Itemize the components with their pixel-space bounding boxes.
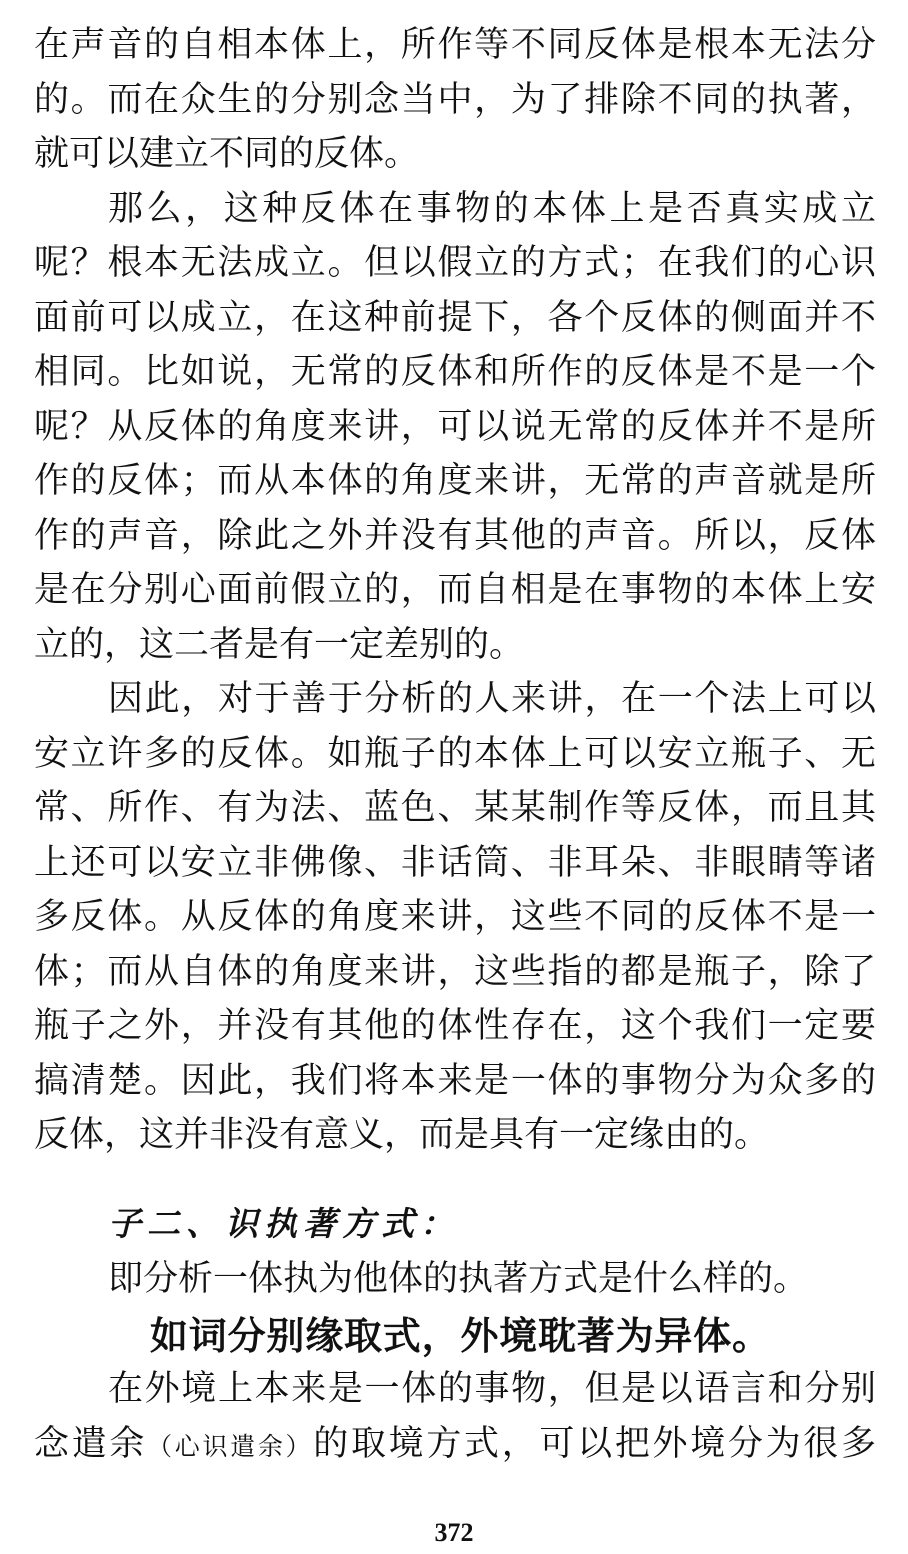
body-line: 的。而在众生的分别念当中，为了排除不同的执著， bbox=[34, 80, 876, 120]
body-line: 在声音的自相本体上，所作等不同反体是根本无法分 bbox=[34, 25, 876, 65]
body-line: 常、所作、有为法、蓝色、某某制作等反体，而且其 bbox=[34, 788, 876, 828]
body-line: 作的声音，除此之外并没有其他的声音。所以，反体 bbox=[34, 516, 876, 556]
body-line: 反体，这并非没有意义，而是具有一定缘由的。 bbox=[34, 1115, 770, 1155]
body-line: 多反体。从反体的角度来讲，这些不同的反体不是一 bbox=[34, 897, 876, 937]
body-line: 作的反体；而从本体的角度来讲，无常的声音就是所 bbox=[34, 461, 876, 501]
body-line: 是在分别心面前假立的，而自相是在事物的本体上安 bbox=[34, 570, 876, 610]
body-text: 的取境方式，可以把外境分为很多 bbox=[313, 1424, 876, 1464]
paragraph-start-line: 在外境上本来是一体的事物，但是以语言和分别 bbox=[108, 1369, 876, 1409]
body-line: 呢？根本无法成立。但以假立的方式；在我们的心识 bbox=[34, 243, 876, 283]
paragraph-start-line: 因此，对于善于分析的人来讲，在一个法上可以 bbox=[108, 679, 876, 719]
body-line: 搞清楚。因此，我们将本来是一体的事物分为众多的 bbox=[34, 1061, 876, 1101]
body-line: 立的，这二者是有一定差别的。 bbox=[34, 625, 525, 665]
body-line: 安立许多的反体。如瓶子的本体上可以安立瓶子、无 bbox=[34, 734, 876, 774]
body-line: 瓶子之外，并没有其他的体性存在，这个我们一定要 bbox=[34, 1006, 876, 1046]
body-line: 面前可以成立，在这种前提下，各个反体的侧面并不 bbox=[34, 298, 876, 338]
subheading-intro: 即分析一体执为他体的执著方式是什么样的。 bbox=[108, 1259, 809, 1299]
parenthetical-note: （心识遣余） bbox=[147, 1432, 314, 1461]
section-subheading: 子二、识执著方式： bbox=[108, 1204, 459, 1243]
body-line: 相同。比如说，无常的反体和所作的反体是不是一个 bbox=[34, 352, 876, 392]
body-line: 上还可以安立非佛像、非话筒、非耳朵、非眼睛等诸 bbox=[34, 843, 876, 883]
body-line: 就可以建立不同的反体。 bbox=[34, 134, 420, 174]
body-text: 念遣余 bbox=[34, 1424, 148, 1464]
body-line: 体；而从自体的角度来讲，这些指的都是瓶子，除了 bbox=[34, 952, 876, 992]
paragraph-start-line: 那么，这种反体在事物的本体上是否真实成立 bbox=[108, 189, 876, 229]
page-number: 372 bbox=[434, 1518, 474, 1547]
body-line: 呢？从反体的角度来讲，可以说无常的反体并不是所 bbox=[34, 407, 876, 447]
root-verse: 如词分别缘取式，外境耽著为异体。 bbox=[150, 1314, 770, 1358]
body-line-with-note bbox=[34, 1417, 876, 1471]
